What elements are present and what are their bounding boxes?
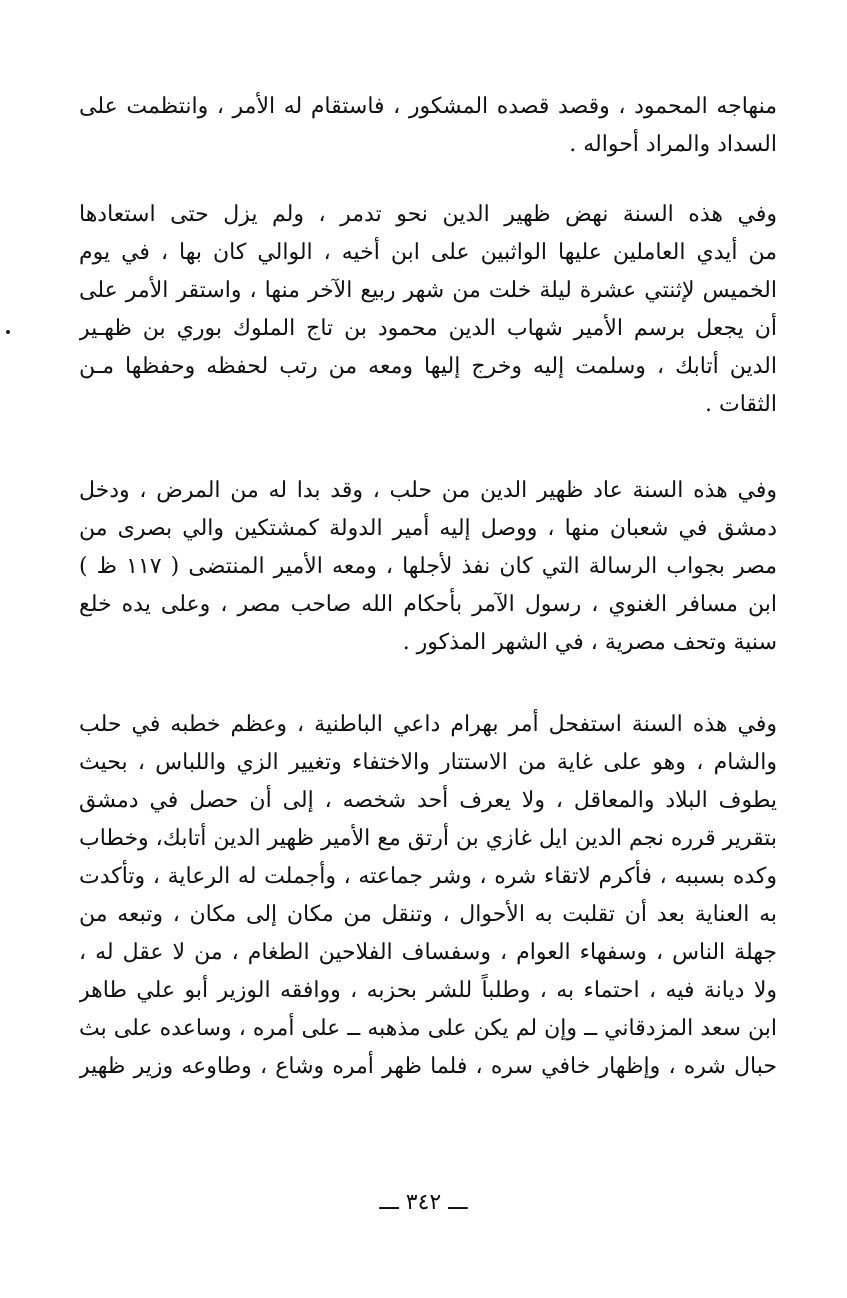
text-line: مصر بجواب الرسالة التي كان نفذ لأجلها ، ومعه الأمير المنتضى ( ١١٧ ظ )	[79, 554, 777, 579]
text-line: منهاجه المحمود ، وقصد قصده المشكور ، فاستقام له الأمر ، وانتظمت على	[79, 94, 777, 119]
text-line: الخميس لإثنتي عشرة ليلة خلت من شهر ربيع الآخر منها ، واستقر الأمر على	[79, 278, 777, 303]
text-line: السداد والمراد أحواله .	[569, 132, 777, 157]
text-line: من أيدي العاملين عليها الواثبين على ابن أخيه ، الوالي كان بها ، في يوم	[79, 240, 777, 265]
page-number: ـــ ٣٤٢ ـــ	[379, 1190, 468, 1215]
text-line: الثقات .	[705, 392, 777, 417]
text-line: والشام ، وهو على غاية من الاستتار والاختفاء وتغيير الزي واللباس ، بحيث	[79, 750, 777, 775]
text-line: به العناية بعد أن تقلبت به الأحوال ، وتنقل من مكان إلى مكان ، وتبعه من	[79, 902, 777, 927]
text-line: بتقرير قرره نجم الدين ايل غازي بن أرتق مع الأمير ظهير الدين أتابك، وخطاب	[79, 826, 777, 851]
paragraph-3	[79, 472, 777, 662]
paragraph-1	[79, 88, 777, 164]
text-line: الدين أتابك ، وسلمت إليه وخرج إليها ومعه من رتب لحفظه وحفظها مـن	[79, 354, 777, 379]
margin-speck	[6, 330, 10, 334]
text-line: وفي هذه السنة عاد ظهير الدين من حلب ، وقد بدا له من المرض ، ودخل	[79, 478, 777, 503]
text-line: ابن سعد المزدقاني ــ وإن لم يكن على مذهبه ــ على أمره ، وساعده على بث	[79, 1016, 777, 1041]
text-line: وفي هذه السنة نهض ظهير الدين نحو تدمر ، ولم يزل حتى استعادها	[79, 202, 777, 227]
text-line: ولا ديانة فيه ، احتماء به ، وطلباً للشر بحزبه ، ووافقه الوزير أبو علي طاهر	[79, 978, 777, 1003]
text-line: أن يجعل برسم الأمير شهاب الدين محمود بن تاج الملوك بوري بن ظهـير	[79, 316, 777, 341]
paragraph-2	[79, 196, 777, 424]
text-line: دمشق في شعبان منها ، ووصل إليه أمير الدولة كمشتكين والي بصرى من	[79, 516, 777, 541]
paragraph-4	[79, 706, 777, 1086]
text-line: ابن مسافر الغنوي ، رسول الآمر بأحكام الله صاحب مصر ، وعلى يده خلع	[79, 592, 777, 617]
text-line: يطوف البلاد والمعاقل ، ولا يعرف أحد شخصه ، إلى أن حصل في دمشق	[79, 788, 777, 813]
text-line: وكده بسببه ، فأكرم لاتقاء شره ، وشر جماعته ، وأجملت له الرعاية ، وتأكدت	[79, 864, 777, 889]
text-line: وفي هذه السنة استفحل أمر بهرام داعي الباطنية ، وعظم خطبه في حلب	[79, 712, 777, 737]
text-line: جهلة الناس ، وسفهاء العوام ، وسفساف الفلاحين الطغام ، من لا عقل له ،	[79, 940, 777, 965]
text-line: سنية وتحف مصرية ، في الشهر المذكور .	[402, 630, 777, 655]
text-line: حبال شره ، وإظهار خافي سره ، فلما ظهر أمره وشاع ، وطاوعه وزير ظهير	[79, 1054, 777, 1079]
